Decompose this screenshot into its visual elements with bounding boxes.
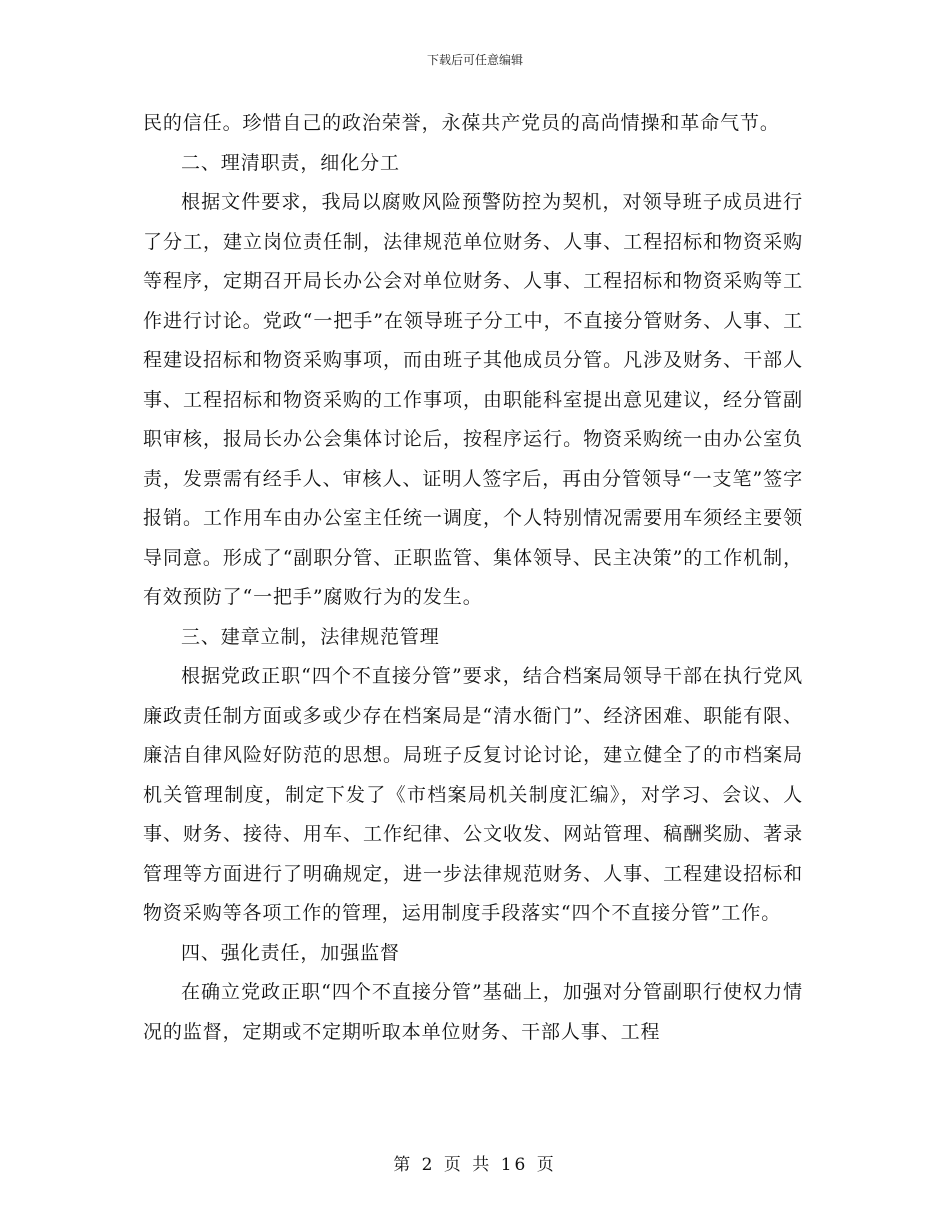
section-heading-4: 四、强化责任，加强监督 xyxy=(181,941,400,964)
paragraph-section-4: 在确立党政正职“四个不直接分管”基础上，加强对分管副职行使权力情况的监督，定期或不定期听取本单位财务、干部人事、工程 xyxy=(143,981,803,1043)
paragraph-continuation: 民的信任。珍惜自己的政治荣誉，永葆共产党员的高尚情操和革命气节。 xyxy=(143,112,780,134)
section-heading-3: 三、建章立制，法律规范管理 xyxy=(181,625,440,648)
paragraph-section-3: 根据党政正职“四个不直接分管”要求，结合档案局领导干部在执行党风廉政责任制方面或多或少存在档案局是“清水衙门”、经济困难、职能有限、廉洁自律风险好防范的思想。局班子反复讨论讨论，建立健全了的市档案局机关管理制度，制定下发了《市档案局机关制度汇编》，对学习、会议、人事、财务、接待、用车、工作纪律、公文收发、网站管理、稿酬奖励、著录管理等方面进行了明确规定，进一步法律规范财务、人事、工程建设招标和物资采购等各项工作的管理，运用制度手段落实“四个不直接分管”工作。 xyxy=(143,665,803,924)
section-heading-2: 二、理清职责，细化分工 xyxy=(181,151,400,174)
page-header-note: 下载后可任意编辑 xyxy=(426,53,523,67)
document-body xyxy=(143,104,803,1052)
paragraph-section-2: 根据文件要求，我局以腐败风险预警防控为契机，对领导班子成员进行了分工，建立岗位责任制，法律规范单位财务、人事、工程招标和物资采购等程序，定期召开局长办公会对单位财务、人事、工程招标和物资采购等工作进行讨论。党政“一把手”在领导班子分工中，不直接分管财务、人事、工程建设招标和物资采购事项，而由班子其他成员分管。凡涉及财务、干部人事、工程招标和物资采购的工作事项，由职能科室提出意见建议，经分管副职审核，报局长办公会集体讨论后，按程序运行。物资采购统一由办公室负责，发票需有经手人、审核人、证明人签字后，再由分管领导“一支笔”签字报销。工作用车由办公室主任统一调度，个人特别情况需要用车须经主要领导同意。形成了“副职分管、正职监管、集体领导、民主决策”的工作机制，有效预防了“一把手”腐败行为的发生。 xyxy=(143,191,803,608)
page-number-footer: 第 2 页 共 16 页 xyxy=(393,1155,557,1175)
